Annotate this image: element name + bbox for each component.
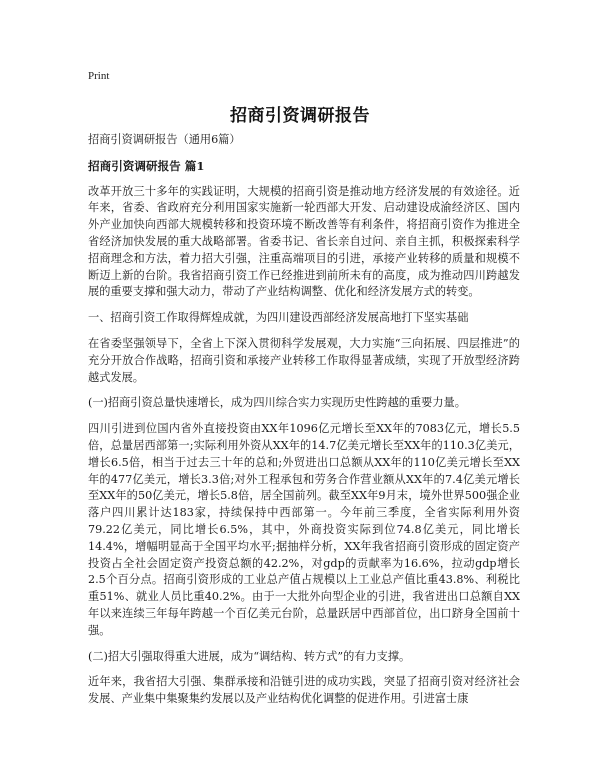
paragraph-heading-1: 一、招商引资工作取得辉煌成就，为四川建设西部经济发展高地打下坚实基础 [88,311,469,325]
paragraph-subheading-2: (二)招大引强取得重大进展，成为“调结构、转方式”的有力支撑。 [88,649,411,663]
print-label: Print [88,70,110,82]
section-heading: 招商引资调研报告 篇1 [88,158,205,173]
document-body [88,132,520,717]
paragraph-statistics: 四川引进到位国内省外直接投资由XX年1096亿元增长至XX年的7083亿元，增长5.5倍，总量居西部第一;实际利用外资从XX年的14.7亿美元增长至XX年的110.3亿美元，增长6.5倍，相当于过去三十年的总和;外贸进出口总额从XX年的110亿美元增长至XX年的477亿美元，增长3.3倍;对外工程承包和劳务合作营业额从XX年的7.4亿美元增长至XX年的50亿美元，增长5.8倍，居全国前列。截至XX年9月末，境外世界500强企业落户四川累计达183家，持续保持中西部第一。今年前三季度，全省实际利用外资79.22亿美元，同比增长6.5%，其中，外商投资实际到位74.8亿美元，同比增长14.4%，增幅明显高于全国平均水平;据抽样分析，XX年我省招商引资形成的固定资产投资占全社会固定资产投资总额的42.2%，对gdp的贡献率为16.6%，拉动gdp增长2.5个百分点。招商引资形成的工业总产值占规模以上工业总产值比重43.8%、利税比重51%、就业人员比重40.2%。由于一大批外向型企业的引进，我省进出口总额自XX年以来连续三年每年跨越一个百亿美元台阶，总量跃居中西部首位，出口跻身全国前十强。 [88,422,520,637]
paragraph-subheading-1: (一)招商引资总量快速增长，成为四川综合实力实现历史性跨越的重要力量。 [88,396,466,410]
paragraph-strategy: 在省委坚强领导下，全省上下深入贯彻科学发展观，大力实施“三向拓展、四层推进”的充分开放合作战略，招商引资和承接产业转移工作取得显著成绩，实现了开放型经济跨越式发展。 [88,336,520,384]
document-subtitle: 招商引资调研报告（通用6篇） [88,133,241,146]
document-title: 招商引资调研报告 [230,106,370,126]
paragraph-intro: 改革开放三十多年的实践证明，大规模的招商引资是推动地方经济发展的有效途径。近年来，省委、省政府充分利用国家实施新一轮西部大开发、启动建设成渝经济区、国内外产业加快向西部大规模转移和投资环境不断改善等有利条件，将招商引资作为推进全省经济加快发展的重大战略部署。省委书记、省长亲自过问、亲自主抓，积极探索科学招商理念和方法，着力招大引强，注重高端项目的引进，承接产业转移的质量和规模不断迈上新的台阶。我省招商引资工作已经推进到前所未有的高度，成为推动四川跨越发展的重要支撑和强大动力，带动了产业结构调整、优化和经济发展方式的转变。 [88,184,520,299]
paragraph-recent: 近年来，我省招大引强、集群承接和沿链引进的成功实践，突显了招商引资对经济社会发展、产业集中集聚集约发展以及产业结构优化调整的促进作用。引进富士康 [88,675,520,706]
